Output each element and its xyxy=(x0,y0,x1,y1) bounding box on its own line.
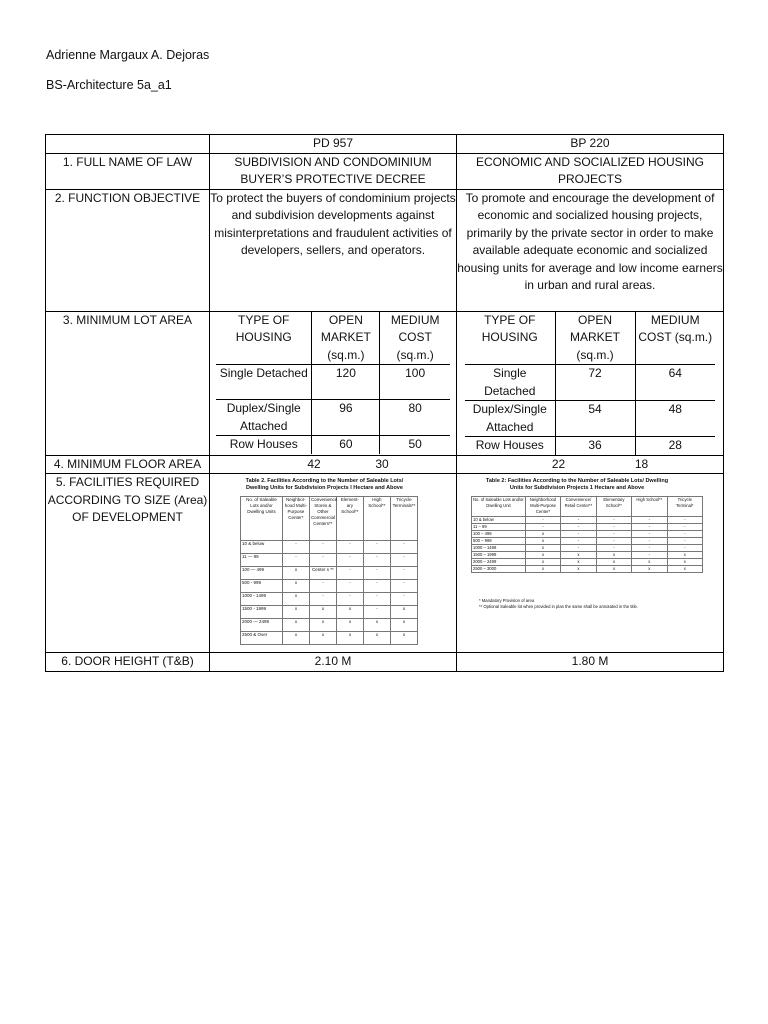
facilities-cell: x xyxy=(309,632,336,645)
row-label-facilities: 5. FACILITIES REQUIRED ACCORDING TO SIZE (Area) OF DEVELOPMENT xyxy=(46,474,210,653)
pd957-full-name: SUBDIVISION AND CONDOMINIUM BUYER’S PROTECTIVE DECREE xyxy=(210,153,457,189)
facilities-cell: - xyxy=(525,524,560,531)
facilities-cell: - xyxy=(363,606,390,619)
facilities-cell: - xyxy=(667,531,702,538)
facilities-cell: - xyxy=(561,538,596,545)
facilities-header-cell: Elementary School** xyxy=(596,497,631,517)
row-label-function: 2. FUNCTION OBJECTIVE xyxy=(46,189,210,311)
facilities-cell: - xyxy=(336,593,363,606)
facilities-header-cell: High School** xyxy=(632,497,667,517)
lot-open-value: 72 xyxy=(555,365,635,401)
facilities-cell: x xyxy=(390,632,417,645)
facilities-header-cell: Convenience Stores & Other Commercial Centers** xyxy=(309,497,336,541)
facilities-cell: - xyxy=(632,552,667,559)
facilities-header-cell: Tricycle Terminals** xyxy=(390,497,417,541)
lot-medium-value: 64 xyxy=(635,365,715,401)
bp220-facilities-table xyxy=(471,496,703,573)
facilities-row xyxy=(472,559,703,566)
lot-open-value: 96 xyxy=(312,400,380,436)
facilities-cell: - xyxy=(309,541,336,554)
facilities-note: ** Optional Saleable lot when provided in plan the same shall be annotated in the title. xyxy=(479,604,638,609)
lot-type: Single Detached xyxy=(216,365,312,400)
facilities-cell: x xyxy=(309,606,336,619)
facilities-cell: x xyxy=(282,632,309,645)
facilities-cell: x xyxy=(561,566,596,573)
column-header-pd957: PD 957 xyxy=(210,135,457,154)
pd957-facilities-cell xyxy=(210,474,457,653)
lot-type: Duplex/Single Attached xyxy=(465,401,555,437)
facilities-cell: x xyxy=(363,632,390,645)
facilities-cell: - xyxy=(282,554,309,567)
pd957-floor-area xyxy=(210,455,457,474)
lot-medium-value: 48 xyxy=(635,401,715,437)
row-label-lot-area: 3. MINIMUM LOT AREA xyxy=(46,311,210,455)
facilities-cell: x xyxy=(336,632,363,645)
facilities-header-cell: High School** xyxy=(363,497,390,541)
facilities-cell: - xyxy=(667,545,702,552)
pd957-facilities-table xyxy=(240,496,418,645)
facilities-cell: - xyxy=(363,593,390,606)
row-full-name xyxy=(46,153,724,189)
facilities-cell: - xyxy=(596,531,631,538)
pd957-facilities-title: Table 2. Facilities According to the Number of Saleable Lots/ Dwelling Units for Subdivision Projects l Hectare and Above xyxy=(245,478,404,491)
facilities-cell: 1500 – 1999 xyxy=(472,552,526,559)
facilities-cell: x xyxy=(390,606,417,619)
facilities-cell: - xyxy=(632,517,667,524)
lot-medium-value: 80 xyxy=(380,400,450,436)
facilities-cell: x xyxy=(561,559,596,566)
facilities-row xyxy=(472,517,703,524)
bp220-lot-area-table xyxy=(465,312,715,455)
facilities-cell: x xyxy=(525,531,560,538)
facilities-cell: x xyxy=(561,552,596,559)
facilities-cell: - xyxy=(309,580,336,593)
facilities-cell: - xyxy=(561,531,596,538)
row-label-floor-area: 4. MINIMUM FLOOR AREA xyxy=(46,455,210,474)
lot-open-value: 36 xyxy=(555,437,635,455)
facilities-cell: - xyxy=(336,554,363,567)
pd957-function: To protect the buyers of condominium projects and subdivision developments against misinterpretations and fraudulent activities of developers, sellers, and operators. xyxy=(210,189,457,311)
facilities-cell: 11 — 99 xyxy=(241,554,283,567)
facilities-cell: - xyxy=(363,554,390,567)
facilities-header-cell: No. of Saleable Lots and/or Dwelling Units xyxy=(241,497,283,541)
facilities-cell: - xyxy=(561,545,596,552)
facilities-row xyxy=(241,567,418,580)
facilities-cell: x xyxy=(525,545,560,552)
facilities-row xyxy=(472,545,703,552)
lot-type: Single Detached xyxy=(465,365,555,401)
facilities-cell: x xyxy=(336,619,363,632)
floor-medium-value: 30 xyxy=(375,456,389,471)
row-minimum-floor-area xyxy=(46,455,724,474)
pd957-lot-area-cell xyxy=(210,311,457,455)
facilities-cell: 2000 — 2499 xyxy=(241,619,283,632)
facilities-cell: - xyxy=(632,545,667,552)
pd957-lot-area-table xyxy=(216,312,450,454)
facilities-cell: 500 – 999 xyxy=(472,538,526,545)
facilities-cell: x xyxy=(596,559,631,566)
author-name: Adrienne Margaux A. Dejoras xyxy=(46,48,210,62)
lot-header-type: TYPE OF HOUSING xyxy=(216,312,312,365)
bp220-facilities-title: Table 2: Facilities According to the Number of Saleable Lots/ Dwelling Units for Subdivision Projects 1 Hectare and Above xyxy=(485,478,669,491)
facilities-cell: x xyxy=(336,606,363,619)
facilities-cell: x xyxy=(282,606,309,619)
facilities-cell: - xyxy=(667,524,702,531)
lot-type: Row Houses xyxy=(465,437,555,455)
facilities-cell: 100 — 499 xyxy=(241,567,283,580)
facilities-header-cell: Tricycle Terminal* xyxy=(667,497,702,517)
facilities-cell: x xyxy=(309,619,336,632)
facilities-cell: - xyxy=(390,580,417,593)
course-section: BS-Architecture 5a_a1 xyxy=(46,78,172,92)
lot-medium-value: 50 xyxy=(380,436,450,454)
floor-open-value: 22 xyxy=(551,456,566,471)
facilities-cell: x xyxy=(525,538,560,545)
facilities-cell: - xyxy=(632,524,667,531)
facilities-cell: x xyxy=(390,619,417,632)
lot-medium-value: 100 xyxy=(380,365,450,400)
facilities-cell: 100 – 499 xyxy=(472,531,526,538)
facilities-cell: - xyxy=(336,580,363,593)
lot-open-value: 60 xyxy=(312,436,380,454)
bp220-door-height: 1.80 M xyxy=(457,653,724,672)
facilities-row xyxy=(472,538,703,545)
facilities-header-cell: No. of Saleable Lots and/or Dwelling Unit xyxy=(472,497,526,517)
facilities-cell: - xyxy=(336,567,363,580)
column-header-bp220: BP 220 xyxy=(457,135,724,154)
facilities-row xyxy=(241,580,418,593)
facilities-row xyxy=(241,606,418,619)
bp220-floor-area xyxy=(457,455,724,474)
row-function-objective xyxy=(46,189,724,311)
facilities-cell: x xyxy=(667,559,702,566)
pd957-door-height: 2.10 M xyxy=(210,653,457,672)
lot-header-type: TYPE OF HOUSING xyxy=(465,312,555,365)
facilities-cell: - xyxy=(309,554,336,567)
facilities-cell: 2000 – 2499 xyxy=(472,559,526,566)
facilities-cell: x xyxy=(525,552,560,559)
bp220-facilities-notes xyxy=(479,598,709,610)
bp220-lot-area-cell xyxy=(457,311,724,455)
lot-type: Duplex/Single Attached xyxy=(216,400,312,436)
facilities-cell: x xyxy=(632,559,667,566)
facilities-cell: 1000 - 1499 xyxy=(241,593,283,606)
facilities-cell: - xyxy=(596,538,631,545)
facilities-cell: - xyxy=(390,554,417,567)
facilities-header-cell: Element-ary School** xyxy=(336,497,363,541)
facilities-cell: 11 – 99 xyxy=(472,524,526,531)
bp220-full-name: ECONOMIC AND SOCIALIZED HOUSING PROJECTS xyxy=(457,153,724,189)
facilities-cell: - xyxy=(390,567,417,580)
facilities-cell: - xyxy=(390,593,417,606)
facilities-row xyxy=(241,554,418,567)
facilities-cell: x xyxy=(363,619,390,632)
lot-open-value: 54 xyxy=(555,401,635,437)
facilities-cell: - xyxy=(363,541,390,554)
facilities-cell: - xyxy=(632,531,667,538)
facilities-cell: 1000 – 1499 xyxy=(472,545,526,552)
facilities-cell: x xyxy=(632,566,667,573)
lot-open-value: 120 xyxy=(312,365,380,400)
facilities-cell: x xyxy=(525,559,560,566)
facilities-cell: - xyxy=(309,593,336,606)
facilities-cell: - xyxy=(390,541,417,554)
lot-type: Row Houses xyxy=(216,436,312,454)
facilities-row xyxy=(241,541,418,554)
facilities-cell: Center s ** xyxy=(309,567,336,580)
lot-header-medium: MEDIUM COST (sq.m.) xyxy=(380,312,450,365)
facilities-cell: - xyxy=(667,517,702,524)
row-label-door-height: 6. DOOR HEIGHT (T&B) xyxy=(46,653,210,672)
facilities-cell: x xyxy=(282,593,309,606)
facilities-header-cell: Neighbor-hood Multi-Purpose Center* xyxy=(282,497,309,541)
facilities-cell: - xyxy=(596,524,631,531)
facilities-row xyxy=(472,524,703,531)
bp220-function: To promote and encourage the development of economic and socialized housing projects, primarily by the private sector in order to make available adequate economic and socialized housing units for average and low income earners in urban and rural areas. xyxy=(457,189,724,311)
lot-medium-value: 28 xyxy=(635,437,715,455)
facilities-cell: x xyxy=(525,566,560,573)
facilities-cell: - xyxy=(667,538,702,545)
comparison-table xyxy=(45,134,724,672)
facilities-cell: x xyxy=(667,566,702,573)
bp220-facilities-cell xyxy=(457,474,724,653)
floor-open-value: 42 xyxy=(307,456,321,471)
facilities-cell: - xyxy=(596,517,631,524)
lot-header-open: OPEN MARKET (sq.m.) xyxy=(555,312,635,365)
facilities-cell: - xyxy=(525,517,560,524)
facilities-cell: x xyxy=(667,552,702,559)
facilities-cell: 2500 – 3000 xyxy=(472,566,526,573)
facilities-cell: x xyxy=(596,552,631,559)
facilities-cell: x xyxy=(282,619,309,632)
facilities-cell: 10 & below xyxy=(472,517,526,524)
facilities-row xyxy=(241,619,418,632)
facilities-cell: - xyxy=(363,580,390,593)
floor-medium-value: 18 xyxy=(634,456,649,471)
facilities-row xyxy=(472,566,703,573)
facilities-row xyxy=(472,531,703,538)
row-label-full-name: 1. FULL NAME OF LAW xyxy=(46,153,210,189)
facilities-cell: 500 - 999 xyxy=(241,580,283,593)
facilities-cell: - xyxy=(363,567,390,580)
facilities-cell: - xyxy=(336,541,363,554)
facilities-cell: 10 & below xyxy=(241,541,283,554)
facilities-row xyxy=(241,632,418,645)
facilities-cell: 2500 & Over xyxy=(241,632,283,645)
facilities-row xyxy=(472,552,703,559)
header-row xyxy=(46,135,724,154)
lot-header-open: OPEN MARKET (sq.m.) xyxy=(312,312,380,365)
facilities-cell: x xyxy=(282,580,309,593)
facilities-cell: - xyxy=(561,524,596,531)
facilities-cell: - xyxy=(282,541,309,554)
facilities-cell: x xyxy=(596,566,631,573)
row-minimum-lot-area xyxy=(46,311,724,455)
facilities-cell: - xyxy=(632,538,667,545)
facilities-note: * Mandatory Provision of area xyxy=(479,598,535,603)
row-door-height xyxy=(46,653,724,672)
facilities-cell: 1500 - 1999 xyxy=(241,606,283,619)
row-facilities xyxy=(46,474,724,653)
facilities-cell: x xyxy=(282,567,309,580)
header-blank-cell xyxy=(46,135,210,154)
facilities-cell: - xyxy=(596,545,631,552)
facilities-header-cell: Neighborhood Multi-Purpose Center* xyxy=(525,497,560,517)
facilities-row xyxy=(241,593,418,606)
facilities-cell: - xyxy=(561,517,596,524)
lot-header-medium: MEDIUM COST (sq.m.) xyxy=(635,312,715,365)
facilities-header-cell: Convenience/ Retail Center** xyxy=(561,497,596,517)
